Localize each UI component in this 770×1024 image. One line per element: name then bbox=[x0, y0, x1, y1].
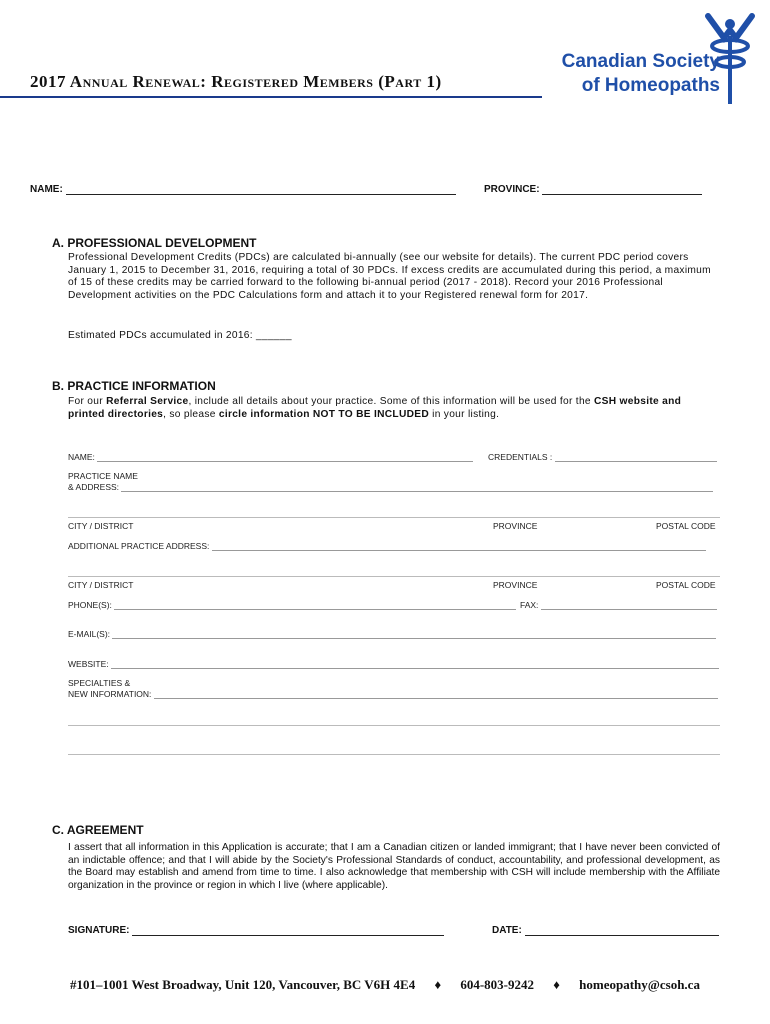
practice-address-field[interactable] bbox=[68, 482, 713, 492]
section-a-paragraph: Professional Development Credits (PDCs) are calculated bi-annually (see our website for details). The current PDC period covers January 1, 2015 to December 31, 2016, requiring a total of 30 PDCs. If excess credits are accumulated during this period, a maximum of 15 of these credits may be carried forward to the following bi-annual period (2017 - 2018). Record your 2016 Professional Development activities on the PDC Calculations form and attach it to your Registered renewal form for 2017. bbox=[68, 252, 711, 301]
province-label: PROVINCE bbox=[493, 521, 538, 531]
logo-figure-icon bbox=[700, 12, 760, 108]
postal-code-label-2: POSTAL CODE bbox=[656, 580, 716, 590]
city-label: CITY / DISTRICT bbox=[68, 521, 134, 531]
footer-separator-2: ♦ bbox=[553, 977, 560, 992]
signature-label: SIGNATURE: bbox=[68, 925, 130, 936]
practice-name-address-label-1: PRACTICE NAME bbox=[68, 471, 138, 481]
postal-code-label: POSTAL CODE bbox=[656, 521, 716, 531]
footer-address: #101–1001 West Broadway, Unit 120, Vancouver, BC V6H 4E4 bbox=[70, 977, 416, 992]
additional-address-line[interactable] bbox=[212, 542, 706, 551]
new-info-field[interactable] bbox=[68, 689, 718, 699]
section-c-paragraph: I assert that all information in this Application is accurate; that I am a Canadian citizen or landed immigrant; that I have never been convicted of an indictable offence; and that I will abide by the Society's Professional Standards of conduct, accountability, and professional development, as the Board may establish and amend from time to time. I also acknowledge that membership with CSH will include membership with the Affiliate organization in the province or region in which I live (where applicable). bbox=[68, 842, 720, 891]
credentials-field[interactable] bbox=[488, 452, 717, 462]
credentials-label: CREDENTIALS : bbox=[488, 452, 553, 462]
logo-line-2: of Homeopaths bbox=[581, 75, 720, 96]
top-name-label: NAME: bbox=[30, 184, 63, 195]
date-label: DATE: bbox=[492, 925, 522, 936]
fax-label: FAX: bbox=[520, 600, 539, 610]
logo-line-1: Canadian Society bbox=[561, 51, 720, 72]
phone-line[interactable] bbox=[114, 601, 516, 610]
email-label: E-MAIL(S): bbox=[68, 629, 111, 639]
email-field[interactable] bbox=[68, 629, 716, 639]
phone-label: PHONE(S): bbox=[68, 600, 112, 610]
specialties-label: SPECIALTIES & bbox=[68, 678, 131, 688]
phone-field[interactable] bbox=[68, 600, 516, 610]
practice-address-line[interactable] bbox=[121, 483, 713, 492]
top-province-field[interactable] bbox=[484, 184, 702, 195]
signature-field[interactable] bbox=[68, 925, 444, 936]
footer-phone: 604-803-9242 bbox=[460, 977, 535, 992]
footer-email[interactable]: homeopathy@csoh.ca bbox=[579, 977, 700, 992]
footer-separator-1: ♦ bbox=[434, 977, 442, 992]
specialties-line-3[interactable] bbox=[68, 754, 720, 755]
signature-line[interactable] bbox=[132, 925, 444, 936]
credentials-line[interactable] bbox=[555, 453, 717, 462]
section-b-intro: For our Referral Service, include all details about your practice. Some of this information will be used for the CSH website and printed directories, so please circle information NOT TO BE INCLUDED in your listing. bbox=[68, 396, 682, 420]
date-line[interactable] bbox=[525, 925, 719, 936]
email-line[interactable] bbox=[112, 630, 716, 639]
estimated-pdcs: Estimated PDCs accumulated in 2016: ______ bbox=[68, 330, 292, 341]
fax-field[interactable] bbox=[520, 600, 717, 610]
top-name-field[interactable] bbox=[30, 184, 456, 195]
top-name-line[interactable] bbox=[66, 184, 456, 195]
practice-name-line[interactable] bbox=[97, 453, 473, 462]
additional-address-field[interactable] bbox=[68, 541, 706, 551]
section-c-heading: C. AGREEMENT bbox=[52, 823, 144, 837]
new-info-line[interactable] bbox=[154, 690, 718, 699]
website-line[interactable] bbox=[111, 660, 719, 669]
additional-address-label: ADDITIONAL PRACTICE ADDRESS: bbox=[68, 541, 210, 551]
logo bbox=[520, 50, 720, 98]
practice-name-label: NAME: bbox=[68, 452, 95, 462]
top-province-line[interactable] bbox=[542, 184, 702, 195]
fax-line[interactable] bbox=[541, 601, 717, 610]
title-underline bbox=[0, 96, 542, 98]
section-a-heading: A. PROFESSIONAL DEVELOPMENT bbox=[52, 236, 257, 250]
province-label-2: PROVINCE bbox=[493, 580, 538, 590]
new-info-label: NEW INFORMATION: bbox=[68, 689, 152, 699]
practice-name-field[interactable] bbox=[68, 452, 473, 462]
website-field[interactable] bbox=[68, 659, 719, 669]
city-label-2: CITY / DISTRICT bbox=[68, 580, 134, 590]
specialties-line-2[interactable] bbox=[68, 725, 720, 726]
page-title: 2017 Annual Renewal: Registered Members (Part 1) bbox=[30, 72, 442, 91]
practice-address-label: & ADDRESS: bbox=[68, 482, 120, 492]
section-b-heading: B. PRACTICE INFORMATION bbox=[52, 379, 216, 393]
footer bbox=[0, 977, 770, 993]
top-province-label: PROVINCE: bbox=[484, 184, 540, 195]
address-line-2[interactable] bbox=[68, 517, 720, 518]
website-label: WEBSITE: bbox=[68, 659, 109, 669]
date-field[interactable] bbox=[492, 925, 719, 936]
additional-address-line-2[interactable] bbox=[68, 576, 720, 577]
